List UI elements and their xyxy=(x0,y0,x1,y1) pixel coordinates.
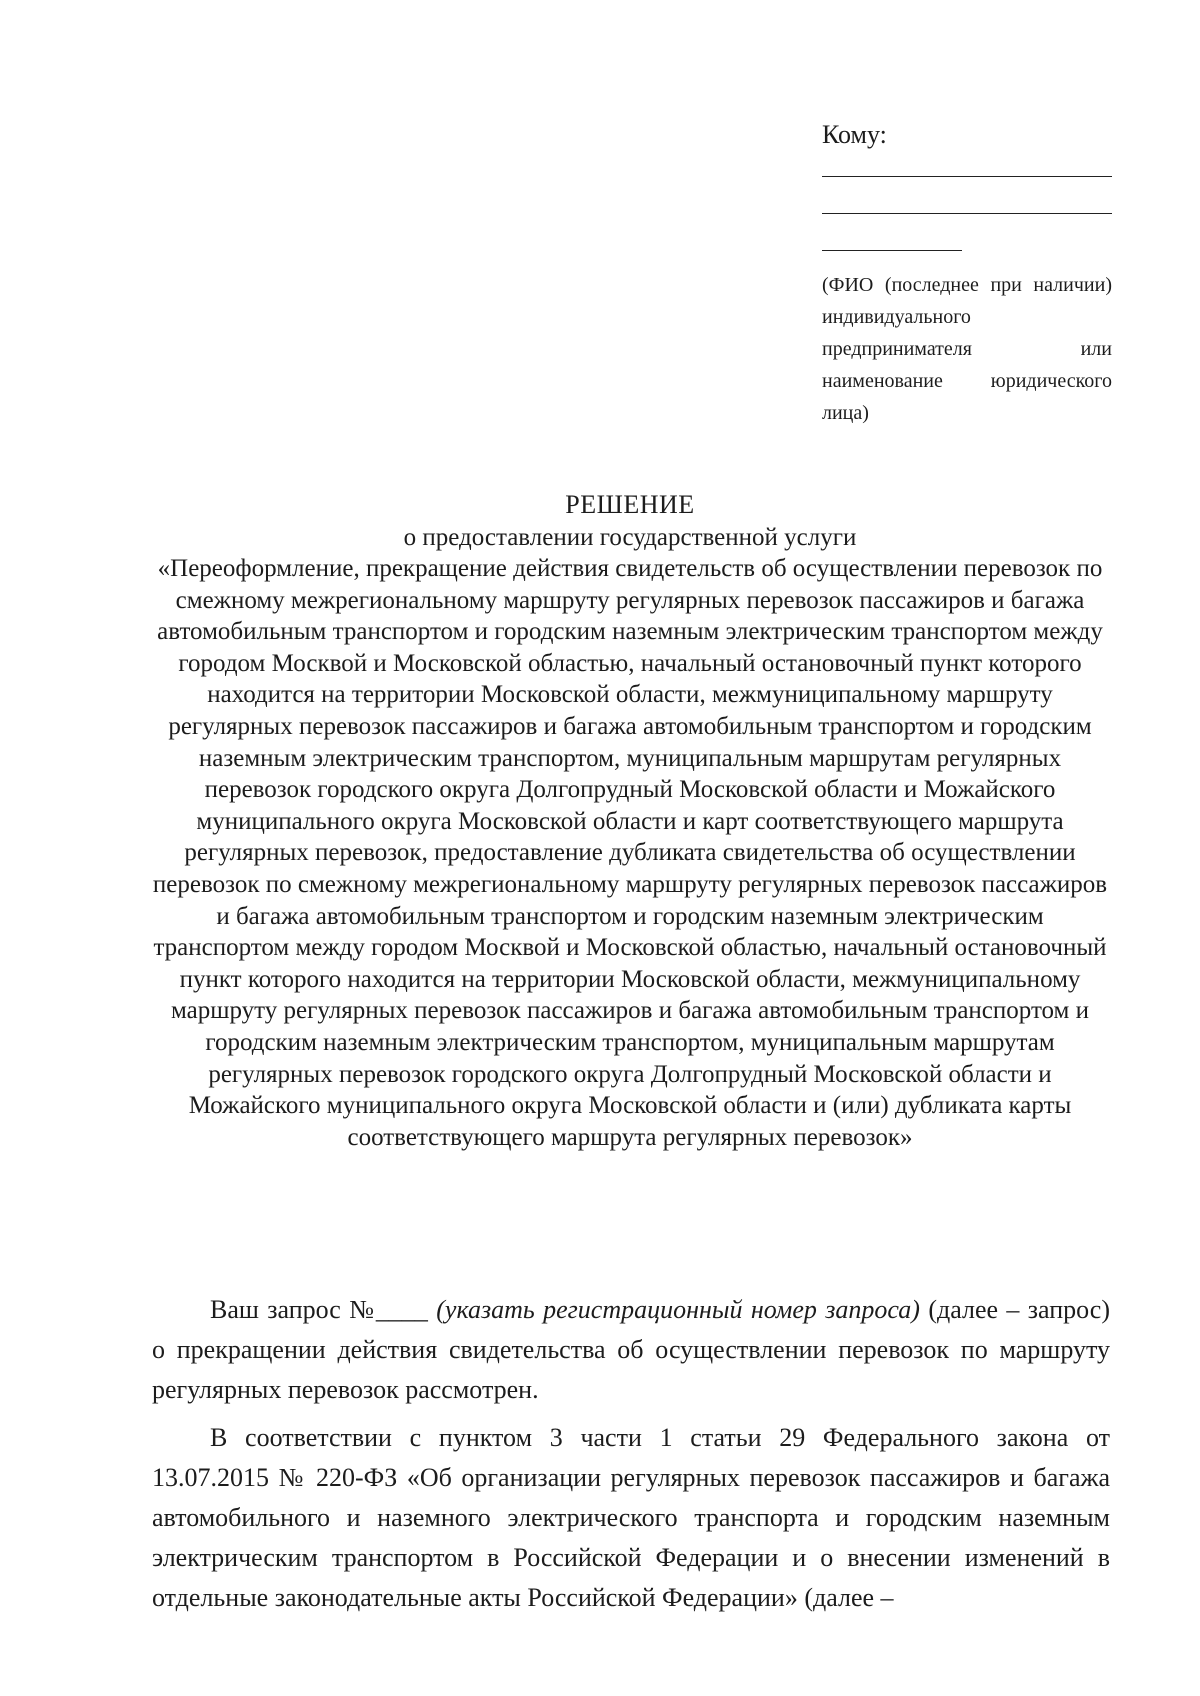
body-paragraph-request xyxy=(152,1290,1110,1410)
recipient-block xyxy=(822,120,1112,429)
decision-body xyxy=(152,1290,1110,1626)
recipient-note: (ФИО (последнее при наличии) индивидуального предпринимателя или наименование юридического лица) xyxy=(822,274,1112,424)
recipient-blank-line-1 xyxy=(822,176,1112,177)
service-name: «Переоформление, прекращение действия свидетельств об осуществлении перевозок по смежному межрегиональному маршруту регулярных перевозок пассажиров и багажа автомобильным транспортом и городским наземным электрическим транспортом между городом Москвой и Московской областью, начальный остановочный пункт которого находится на территории Московской области, межмуниципальному маршруту регулярных перевозок пассажиров и багажа автомобильным транспортом и городским наземным электрическим транспортом, муниципальным маршрутам регулярных перевозок городского округа Долгопрудный Московской области и Можайского муниципального округа Московской области и карт соответствующего маршрута регулярных перевозок, предоставление дубликата свидетельства об осуществлении перевозок по смежному межрегиональному маршруту регулярных перевозок пассажиров и багажа автомобильным транспортом и городским наземным электрическим транспортом между городом Москвой и Московской областью, начальный остановочный пункт которого находится на территории Московской области, межмуниципальному маршруту регулярных перевозок пассажиров и багажа автомобильным транспортом и городским наземным электрическим транспортом, муниципальным маршрутам регулярных перевозок городского округа Долгопрудный Московской области и Можайского муниципального округа Московской области и (или) дубликата карты соответствующего маршрута регулярных перевозок» xyxy=(152,555,1108,1151)
recipient-blank-line-2 xyxy=(822,213,1112,214)
recipient-blank-line-3 xyxy=(822,250,962,251)
decision-subheading: о предоставлении государственной услуги xyxy=(403,524,857,551)
request-number-text: Ваш запрос №____ xyxy=(210,1295,437,1324)
body-paragraph-legal-basis: В соответствии с пунктом 3 части 1 статьи 29 Федерального закона от 13.07.2015 № 220-ФЗ «Об организации регулярных перевозок пассажиров и багажа автомобильного и наземного электрического транспорта и городским наземным электрическим транспортом в Российской Федерации и о внесении изменений в отдельные законодательные акты Российской Федерации» (далее – xyxy=(152,1423,1110,1612)
recipient-to-label: Кому: xyxy=(822,120,887,149)
request-number-hint: (указать регистрационный номер запроса) xyxy=(436,1295,920,1324)
decision-heading: РЕШЕНИЕ xyxy=(565,490,695,519)
decision-title-block xyxy=(150,490,1110,1153)
request-status-text: (далее – запрос) о прекращении действия свидетельства об осуществлении перевозок по маршруту регулярных перевозок рассмотрен. xyxy=(152,1295,1110,1404)
